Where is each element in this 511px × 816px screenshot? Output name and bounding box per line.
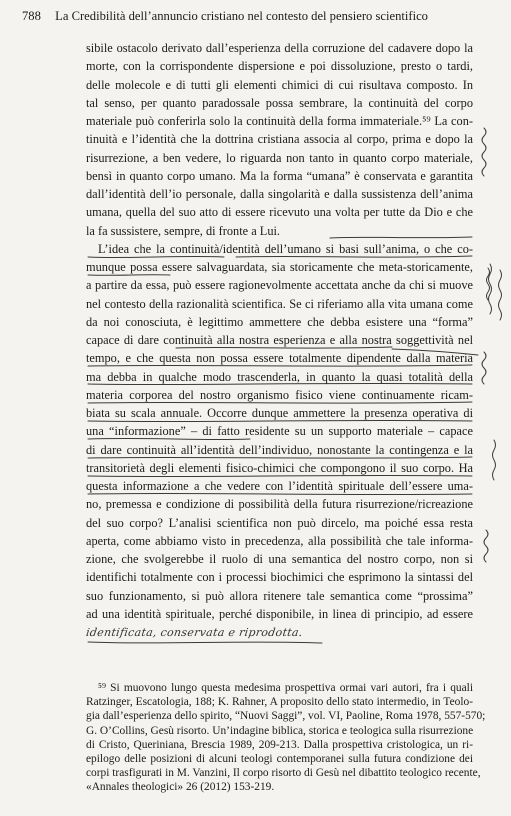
running-title: La Credibilità dell’annuncio cristiano nel contesto del pensiero scientifico — [55, 9, 428, 23]
body-line: del suo corpo? L’analisi scientifica non può dircelo, ma poiché essa resta — [86, 515, 473, 530]
body-line: questa informazione a che vedere con l’identità spirituale dell’essere uma- — [86, 479, 473, 493]
body-line: ad una identità spirituale, perché disponibile, in linea di principio, ad essere — [86, 606, 473, 621]
body-line: materiale può conferirla solo la continuità della forma immateriale.⁵⁹ La con- — [86, 114, 473, 128]
body-line: di dare continuità all’identità dell’individuo, nonostante la contingenza e la — [86, 442, 473, 457]
body-line: tal senso, per quanto paradossale possa sembrare, la continuità del corpo — [86, 95, 473, 110]
body-line: delle molecole e di tutti gli elementi chimici di cui risultava composto. In — [86, 77, 473, 92]
body-line: risurrezione, a ben vedere, lo riguarda non tanto in quanto corpo materiale, — [86, 150, 473, 165]
body-line: munque possa essere salvaguardata, sia storicamente che meta-storicamente, — [86, 260, 473, 274]
body-line: identifichi totalmente con i processi biochimici che esprimono la sintassi del — [86, 570, 473, 585]
footnote-line: Ratzinger, Escatologia, 188; K. Rahner, A proposito dello stato intermedio, in Teolo- — [86, 696, 473, 709]
body-line: zione, che svolgerebbe il ruolo di una semantica del nostro corpo, non si — [86, 552, 473, 566]
body-line: transitorietà degli elementi fisico-chimici che compongono il suo corpo. Ha — [86, 460, 473, 475]
margin-squiggle — [487, 268, 490, 300]
body-line: ma debba in qualche modo trascenderla, in quanto la quasi totalità della — [86, 369, 473, 384]
footnotes — [86, 681, 486, 795]
body-line: capace di dare continuità alla nostra esperienza e alla nostra soggettività nel — [86, 333, 473, 347]
body-line: una “informazione” – di fatto residente su un supporto materiale – capace — [86, 424, 473, 439]
body-line: sibile ostacolo derivato dall’esperienza della corruzione del cadavere dopo la — [86, 41, 473, 55]
body-line: nel contesto della razionalità scientifica. Se ci riferiamo alla vita umana come — [86, 296, 473, 311]
body-line: aperta, come abbiamo visto in precedenza, alla possibilità che tale informa- — [86, 533, 473, 548]
body-line: biata su scala annuale. Occorre dunque ammettere la presenza operativa di — [86, 406, 473, 420]
footnote-line: corpi trasfigurati in M. Vanzini, Il corpo risorto di Gesù nel dibattito teologico recente, — [86, 767, 481, 780]
footnote-line: «Annales theologici» 26 (2012) 153-219. — [86, 781, 275, 794]
margin-squiggle — [493, 440, 496, 480]
body-line: umana, quella del suo atto di essere ricevuto una volta per tutte da Dio e che — [86, 205, 473, 220]
margin-squiggle — [482, 352, 486, 384]
margin-squiggle — [489, 264, 492, 314]
body-line: no, premessa e condizione di possibilità della futura risurrezione/ricreazione — [86, 497, 473, 512]
body-line: L’idea che la continuità/identità dell’umano si basi sull’anima, o che co- — [98, 241, 473, 256]
handwritten-note — [86, 623, 473, 641]
body-text — [86, 39, 473, 641]
body-line: la fa sussistere, sempre, di fronte a Lui. — [86, 223, 281, 238]
running-header — [22, 8, 492, 24]
body-line: a partire da essa, può essere ragionevolmente accettata anche da chi si muove — [86, 278, 473, 293]
footnote-line: gia dall’esperienza dello spirito, “Nuovi Saggi”, vol. VI, Paoline, Roma 1978, 557-570; — [86, 710, 486, 723]
page-number: 788 — [22, 9, 41, 23]
footnote-line: ⁵⁹ Si muovono lungo questa medesima prospettiva ormai vari autori, fra i quali — [98, 682, 473, 694]
body-line: dall’identità dell’io personale, dalla singolarità e dalla sussistenza dell’anima — [86, 187, 473, 201]
margin-squiggle — [484, 530, 488, 562]
margin-squiggle — [499, 270, 502, 320]
body-line: suo funzionamento, si può allora ritenere tale semantica come “prossima” — [86, 588, 473, 603]
body-line: da noi conosciuta, è legittimo ammettere che debba esistere una “forma” — [86, 314, 473, 329]
body-line: morte, con la corrispondente dispersione e poi dissoluzione, presto o tardi, — [86, 59, 473, 74]
handwritten-note-text: identificata, conservata e riprodotta. — [85, 626, 304, 639]
footnote-line: G. O’Collins, Gesù risorto. Un’indagine biblica, storica e teologica sulla risurrezione — [86, 724, 474, 737]
margin-squiggle — [482, 128, 486, 176]
body-line: materia corporea del nostro organismo fisico viene continuamente ricam- — [86, 387, 473, 402]
body-line: tinuità e l’identità che la dottrina cristiana associa al corpo, prima e dopo la — [86, 132, 473, 147]
footnote-line: epilogo delle posizioni di alcuni teologi contemporanei sulla futura condizione dei — [86, 752, 473, 765]
body-line: tempo, e che questa non possa essere totalmente dipendente dalla materia — [86, 351, 473, 366]
footnote-line: di Cristo, Queriniana, Brescia 1989, 209-213. Dalla prospettiva cristologica, un ri- — [86, 738, 473, 751]
body-line: bensì in quanto corpo umano. Ma la forma “umana” è conservata e garantita — [86, 168, 473, 183]
